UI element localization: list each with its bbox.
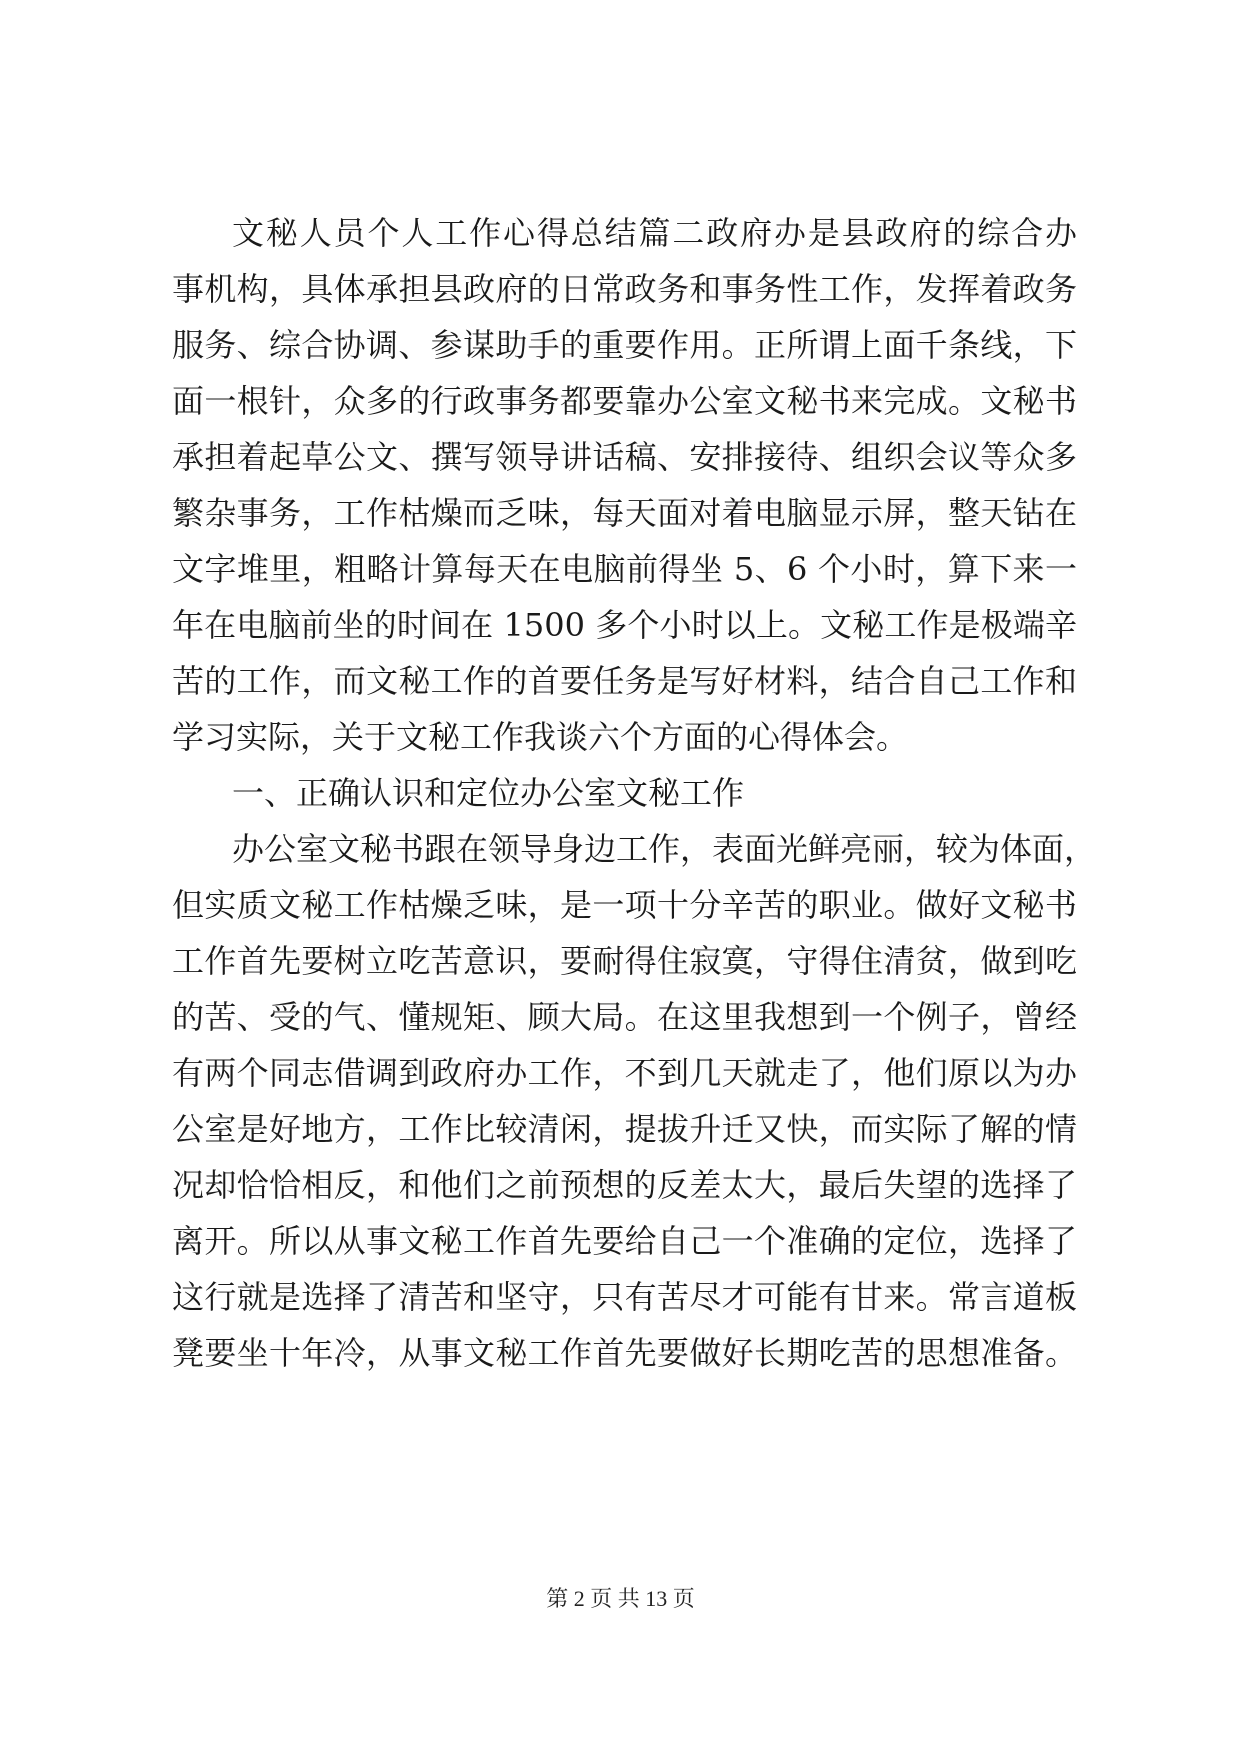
paragraph-2-line-6: 公室是好地方，工作比较清闲，提拔升迁又快，而实际了解的情 — [172, 1110, 1077, 1148]
section-heading: 一、正确认识和定位办公室文秘工作 — [232, 774, 745, 812]
paragraph-2-line-7: 况却恰恰相反，和他们之前预想的反差太大，最后失望的选择了 — [172, 1166, 1077, 1204]
paragraph-2-line-9: 这行就是选择了清苦和坚守，只有苦尽才可能有甘来。常言道板 — [172, 1278, 1077, 1316]
paragraph-2-line-3: 工作首先要树立吃苦意识，要耐得住寂寞，守得住清贫，做到吃 — [172, 942, 1077, 980]
paragraph-1-line-3: 服务、综合协调、参谋助手的重要作用。正所谓上面千条线，下 — [172, 326, 1077, 364]
page-number-label: 第 2 页 共 13 页 — [546, 1586, 695, 1611]
paragraph-2-line-4: 的苦、受的气、懂规矩、顾大局。在这里我想到一个例子，曾经 — [172, 998, 1077, 1036]
paragraph-1-line-10: 学习实际，关于文秘工作我谈六个方面的心得体会。 — [172, 718, 909, 756]
paragraph-2-line-8: 离开。所以从事文秘工作首先要给自己一个准确的定位，选择了 — [172, 1222, 1077, 1260]
page-footer — [0, 1584, 1241, 1614]
paragraph-1-line-8: 年在电脑前坐的时间在 1500 多个小时以上。文秘工作是极端辛 — [172, 606, 1077, 644]
paragraph-2-line-2: 但实质文秘工作枯燥乏味，是一项十分辛苦的职业。做好文秘书 — [172, 886, 1077, 924]
paragraph-1-line-7: 文字堆里，粗略计算每天在电脑前得坐 5、6 个小时，算下来一 — [172, 550, 1077, 588]
paragraph-1-line-1: 文秘人员个人工作心得总结篇二政府办是县政府的综合办 — [232, 214, 1077, 252]
paragraph-1-line-5: 承担着起草公文、撰写领导讲话稿、安排接待、组织会议等众多 — [172, 438, 1077, 476]
paragraph-2-line-10: 凳要坐十年冷，从事文秘工作首先要做好长期吃苦的思想准备。 — [172, 1334, 1077, 1372]
paragraph-1-line-2: 事机构，具体承担县政府的日常政务和事务性工作，发挥着政务 — [172, 270, 1077, 308]
paragraph-2-line-5: 有两个同志借调到政府办工作，不到几天就走了，他们原以为办 — [172, 1054, 1077, 1092]
paragraph-2-line-1: 办公室文秘书跟在领导身边工作，表面光鲜亮丽，较为体面， — [232, 830, 1097, 868]
paragraph-1-line-4: 面一根针，众多的行政事务都要靠办公室文秘书来完成。文秘书 — [172, 382, 1077, 420]
paragraph-1-line-9: 苦的工作，而文秘工作的首要任务是写好材料，结合自己工作和 — [172, 662, 1077, 700]
paragraph-1-line-6: 繁杂事务，工作枯燥而乏味，每天面对着电脑显示屏，整天钻在 — [172, 494, 1077, 532]
